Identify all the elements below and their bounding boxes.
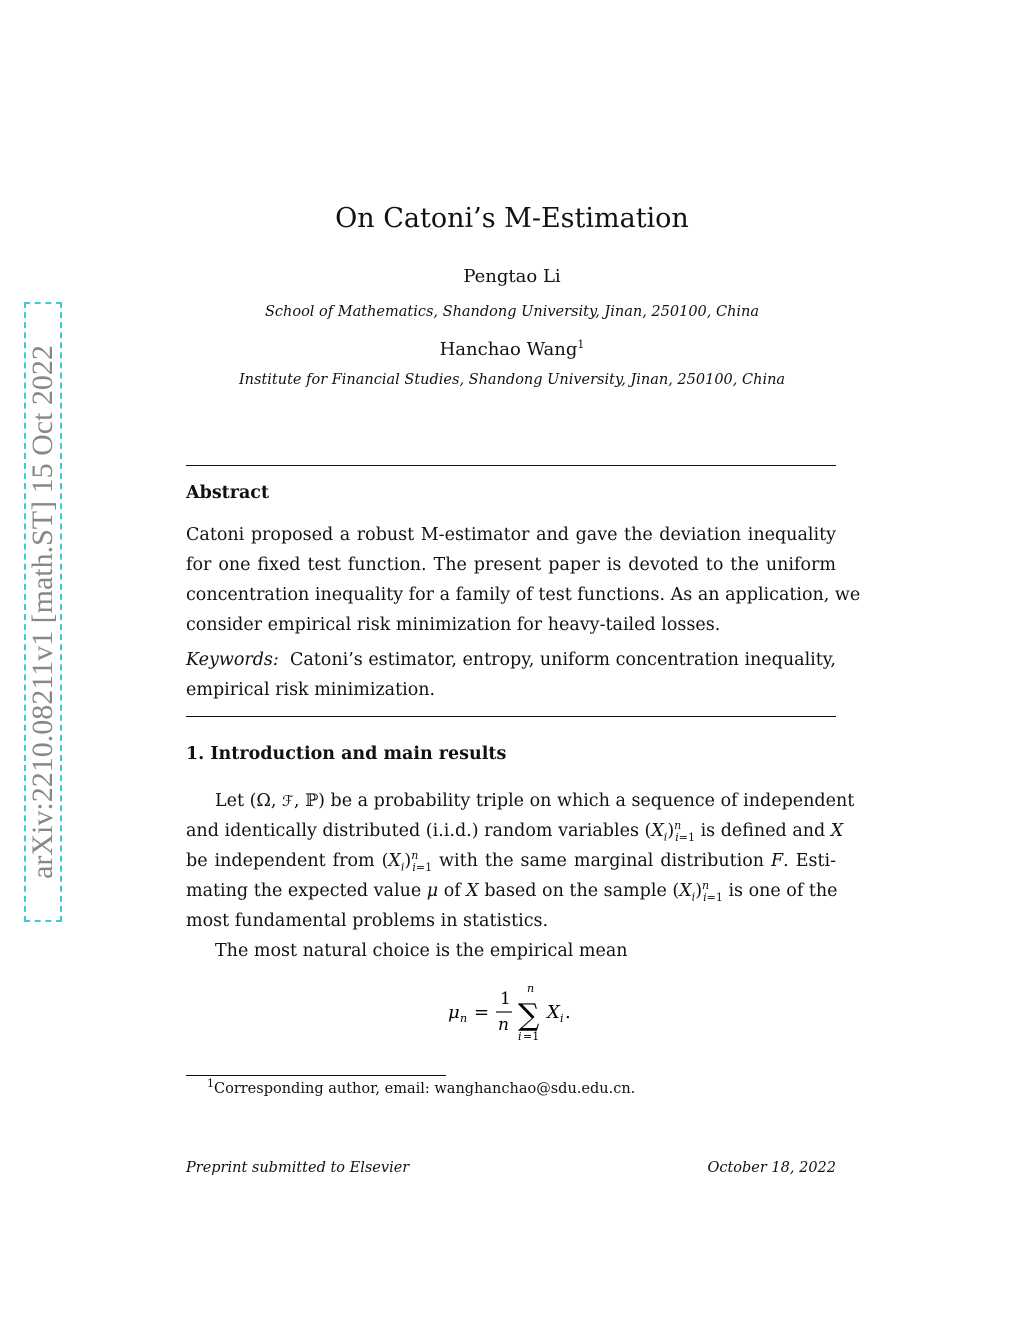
svg-text:.: .	[565, 1002, 571, 1023]
author-affiliation: Institute for Financial Studies, Shandong University, Jinan, 250100, China	[238, 372, 786, 388]
keywords-label: Keywords:	[186, 650, 279, 670]
author-name: Pengtao Li	[463, 266, 561, 287]
svg-text:1: 1	[500, 989, 511, 1009]
footnote-marker[interactable]: 1	[577, 338, 585, 351]
svg-text:i: i	[518, 1030, 522, 1043]
empirical-mean-equation	[430, 978, 610, 1048]
svg-text:μ: μ	[448, 1002, 460, 1023]
paragraph-line: The most natural choice is the empirical mean	[215, 941, 628, 961]
keywords	[186, 645, 836, 705]
abstract-body	[186, 520, 861, 640]
abstract-line: concentration inequality for a family of test functions. As an application, we	[186, 585, 861, 605]
author-affiliation: School of Mathematics, Shandong University, Jinan, 250100, China	[264, 304, 760, 320]
paper-title: On Catoni’s M-Estimation	[335, 203, 689, 234]
svg-text:n: n	[527, 982, 535, 995]
keywords-text: Catoni’s estimator, entropy, uniform concentration inequality,	[289, 650, 836, 670]
footnote-text: Corresponding author, email: wanghanchao@sdu.edu.cn.	[214, 1081, 636, 1097]
svg-text:n: n	[460, 1012, 468, 1025]
paragraph-line: Let (Ω, ℱ, ℙ) be a probability triple on which a sequence of independent	[215, 791, 855, 811]
svg-text:=1: =1	[523, 1030, 540, 1043]
abstract-line: for one fixed test function. The present paper is devoted to the uniform	[186, 555, 836, 575]
svg-text:X: X	[547, 1002, 560, 1023]
abstract-top-rule	[186, 465, 836, 466]
keywords-line: empirical risk minimization.	[186, 680, 436, 700]
author-name-text: Hanchao Wang	[439, 339, 578, 360]
paragraph-line: mating the expected value μ of X based on the sample $(X_i)^n_{i=1}$ is one of the	[186, 879, 838, 904]
paragraph-line: and identically distributed (i.i.d.) random variables $(X_i)^n_{i=1}$ is defined and X	[186, 819, 844, 844]
footer-date: October 18, 2022	[707, 1160, 836, 1176]
section-heading: 1. Introduction and main results	[186, 744, 507, 764]
footnote	[207, 1077, 636, 1097]
svg-text:=: =	[474, 1002, 490, 1023]
abstract-heading: Abstract	[186, 483, 270, 503]
arxiv-stamp-text: arXiv:2210.08211v1 [math.ST] 15 Oct 2022	[26, 345, 59, 879]
author-name	[0, 339, 1024, 360]
keywords-line	[186, 645, 836, 675]
abstract-line: consider empirical risk minimization for heavy-tailed losses.	[186, 615, 721, 635]
footnote-marker: 1	[207, 1077, 214, 1091]
footnote-rule	[186, 1075, 446, 1076]
preprint-note: Preprint submitted to Elsevier	[186, 1160, 410, 1176]
paragraph-line: be independent from $(X_i)^n_{i=1}$ with the same marginal distribution F. Esti-	[186, 849, 836, 874]
svg-text:n: n	[498, 1015, 509, 1035]
arxiv-stamp[interactable]	[24, 302, 62, 922]
intro-paragraph	[186, 786, 855, 966]
svg-text:∑: ∑	[518, 998, 540, 1033]
paragraph-line: most fundamental problems in statistics.	[186, 911, 549, 931]
abstract-line: Catoni proposed a robust M-estimator and gave the deviation inequality	[186, 525, 836, 545]
abstract-bottom-rule	[186, 716, 836, 717]
svg-text:i: i	[560, 1012, 564, 1025]
